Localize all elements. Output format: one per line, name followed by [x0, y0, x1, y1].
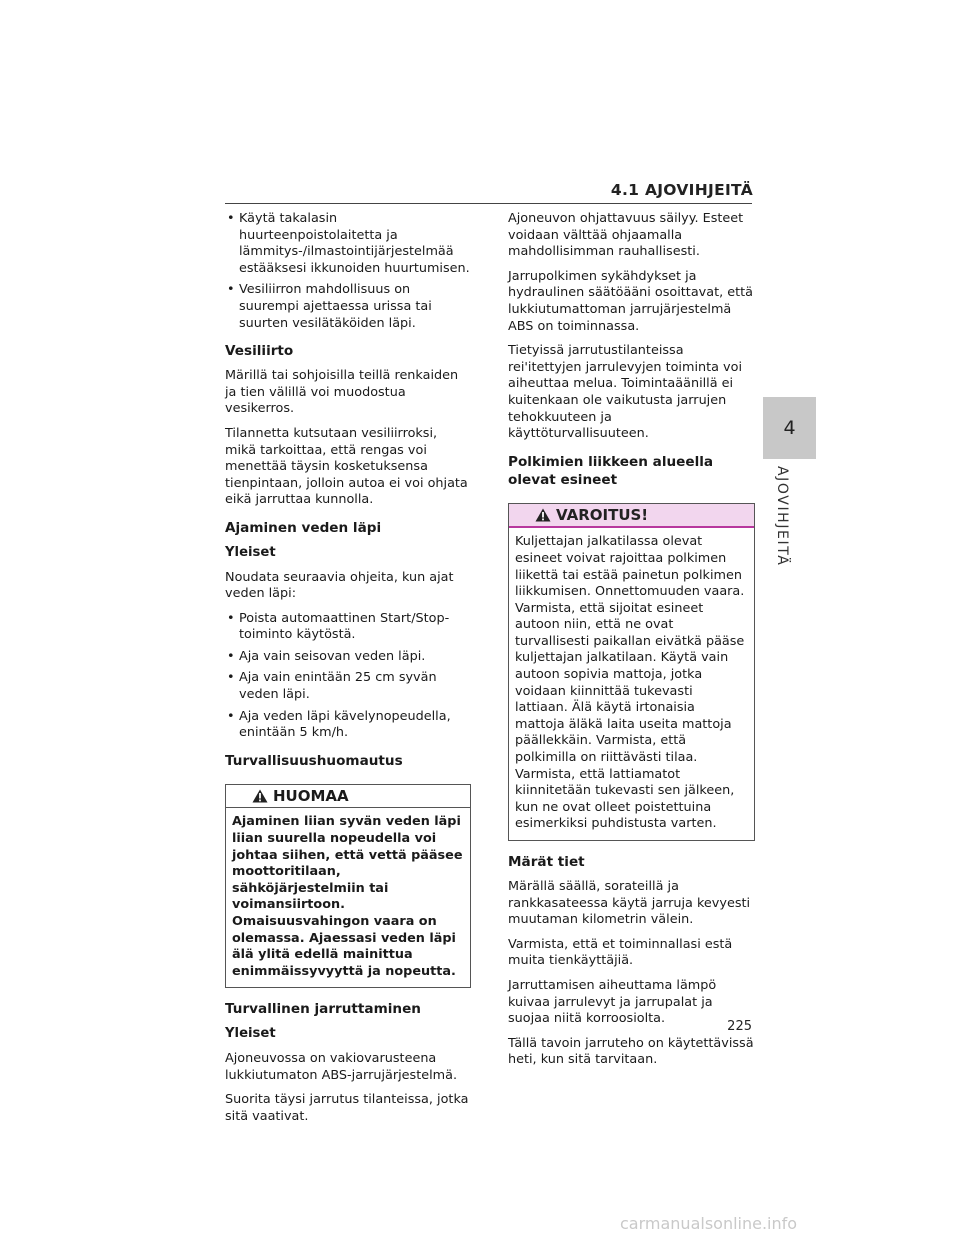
paragraph: Tietyissä jarrutustilanteissa rei'itettyjen jarrulevyjen toiminta voi aiheuttaa melua. Toimintaäänillä ei kuitenkaan ole vaikutusta jarrujen tehokkuuteen ja käyttöturvallisuuteen. [508, 343, 742, 442]
section-heading-turvallinen-jarruttaminen: Turvallinen jarruttaminen [225, 1001, 421, 1018]
page-number: 225 [727, 1019, 752, 1034]
warning-triangle-icon [535, 508, 551, 522]
chapter-tab[interactable]: 4 [763, 397, 816, 459]
list-item: • Aja veden läpi kävelynopeudella, enintään 5 km/h. [225, 709, 471, 742]
caution-text: Ajaminen liian syvän veden läpi liian suurella nopeudella voi johtaa siihen, että vettä pääsee moottoritilaan, sähköjärjestelmiin tai voimansiirtoon. Omaisuusvahingon vaara on olemassa. Ajaessasi veden läpi älä ylitä edellä mainittua enimmäissyvyyttä ja nopeutta. [232, 814, 463, 979]
paragraph: Tilannetta kutsutaan vesiliirroksi, mikä tarkoittaa, että rengas voi menettää täysin kosketuksensa tienpintaan, jolloin autoa ei voi ohjata eikä jarruttaa kunnolla. [225, 425, 468, 508]
section-heading-turvallisuushuomautus: Turvallisuushuomautus [225, 752, 403, 769]
paragraph: Varmista, että et toiminnallasi estä muita tienkäyttäjiä. [508, 936, 733, 969]
intro-bullet-list [225, 211, 471, 332]
paragraph: Noudata seuraavia ohjeita, kun ajat veden läpi: [225, 569, 454, 602]
caution-title-text: HUOMAA [273, 786, 349, 805]
page-header: 4.1 AJOVIHJEITÄ [610, 181, 753, 199]
paragraph: Ajoneuvon ohjattavuus säilyy. Esteet voidaan välttää ohjaamalla mahdollisimman rauhallisesti. [508, 211, 744, 260]
section-heading-marat-tiet: Märät tiet [508, 854, 585, 870]
subsection-heading-yleiset: Yleiset [225, 1026, 276, 1042]
left-column [225, 211, 471, 1133]
list-item: • Vesiliirron mahdollisuus on suurempi ajettaessa urissa tai suurten vesilätäköiden läpi. [225, 282, 471, 332]
caution-triangle-icon [252, 789, 268, 803]
warning-box [508, 503, 755, 841]
list-item: • Poista automaattinen Start/Stop-toiminto käytöstä. [225, 611, 471, 644]
caution-title [226, 785, 470, 809]
warning-text: Kuljettajan jalkatilassa olevat esineet voivat rajoittaa polkimen liikettä tai estää painetun polkimen liikkumisen. Onnettomuuden vaara. Varmista, että sijoitat esineet autoon niin, että ne ovat turvallisesti paikallan eivätkä pääse kuljettajan jalkatilaan. Käytä vain autoon sopivia mattoja, jotka voidaan kiinnittää tukevasti lattiaan. Älä käytä irtonaisia mattoja äläkä laita useita mattoja päällekkäin. Varmista, että polkimilla on riittävästi tilaa. Varmista, että lattiamatot kiinnitetään tukevasti sen jälkeen, kun ne ovat olleet poistettuina esimerkiksi puhdistusta varten. [515, 534, 745, 832]
chapter-label: AJOVIHJEITÄ [774, 466, 790, 567]
paragraph: Märillä tai sohjoisilla teillä renkaiden ja tien välillä voi muodostua vesikerros. [225, 368, 459, 417]
right-column [508, 211, 755, 1077]
list-item: • Aja vain enintään 25 cm syvän veden läpi. [225, 670, 471, 703]
list-item: • Aja vain seisovan veden läpi. [225, 649, 471, 666]
warning-title [509, 504, 754, 529]
warning-title-text: VAROITUS! [556, 505, 649, 524]
paragraph: Suorita täysi jarrutus tilanteissa, jotka sitä vaativat. [225, 1092, 469, 1124]
header-divider [225, 203, 752, 204]
section-heading-ajaminen-veden-lapi: Ajaminen veden läpi [225, 519, 382, 536]
caution-box [225, 784, 471, 989]
paragraph: Jarruttamisen aiheuttama lämpö kuivaa jarrulevyt ja jarrupalat ja suojaa niitä korroosiolta. [508, 977, 717, 1027]
paragraph: Jarrupolkimen sykähdykset ja hydraulinen säätöääni osoittavat, että lukkiutumattoman jarrujärjestelmä ABS on toiminnassa. [508, 268, 753, 334]
paragraph: Tällä tavoin jarruteho on käytettävissä heti, kun sitä tarvitaan. [508, 1035, 754, 1068]
subsection-heading-yleiset: Yleiset [225, 544, 276, 560]
paragraph: Ajoneuvossa on vakiovarusteena lukkiutumaton ABS-jarrujärjestelmä. [225, 1050, 458, 1083]
list-item: • Käytä takalasin huurteenpoistolaitetta ja lämmitys-/ilmastointijärjestelmää estääksesi ikkunoiden huurtumisen. [225, 211, 471, 277]
section-heading-polkimien-liikkeen-alue: Polkimien liikkeen alueella olevat esineet [508, 453, 714, 488]
water-driving-bullet-list [225, 611, 471, 742]
paragraph: Märällä säällä, sorateillä ja rankkasateessa käytä jarruja kevyesti muutaman kilometrin välein. [508, 879, 751, 928]
section-heading-vesiliirto: Vesiliirto [225, 343, 294, 360]
watermark: carmanualsonline.info [620, 1214, 798, 1233]
